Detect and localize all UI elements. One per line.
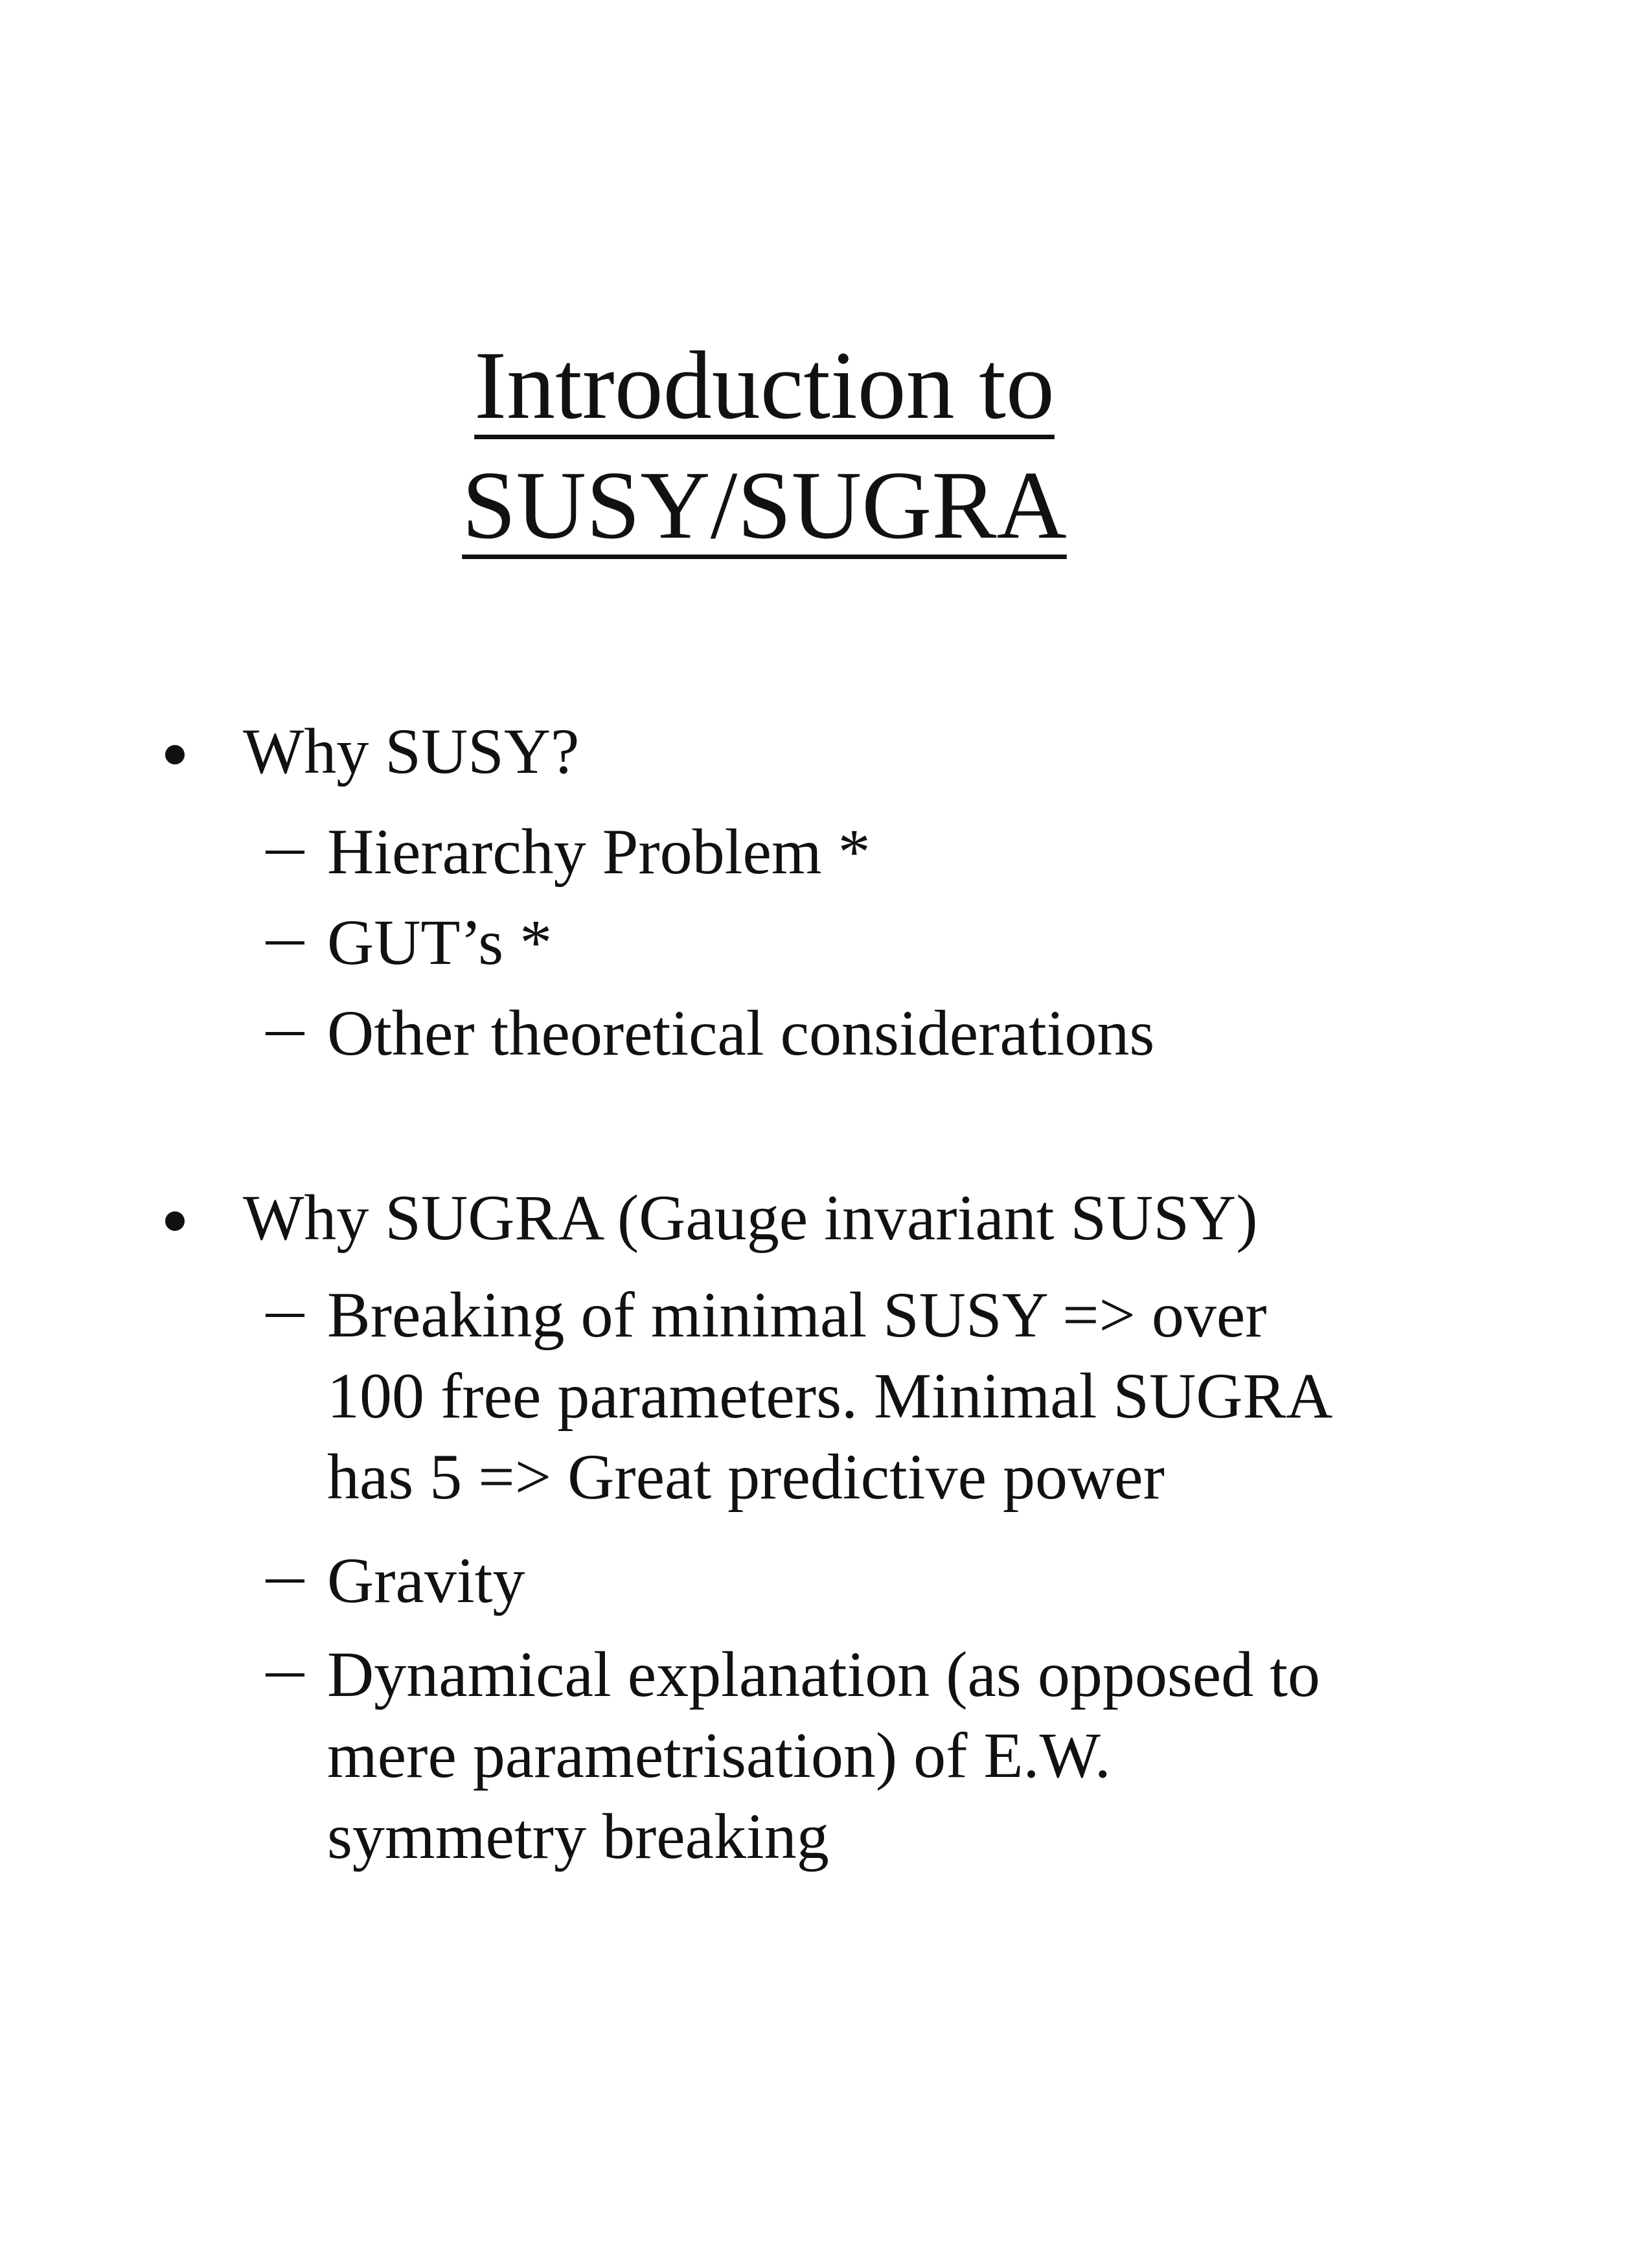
sub-item-text-line: mere parametrisation) of E.W. [327, 1719, 1111, 1791]
sub-item-text-line: symmetry breaking [327, 1800, 829, 1872]
sub-item-text-line: has 5 => Great predictive power [327, 1441, 1165, 1513]
sub-item-text: Gravity [327, 1544, 525, 1616]
bullet-why-susy [0, 713, 1555, 790]
sub-item-text: Other theoretical considerations [327, 997, 1155, 1069]
sub-item-text-line: Dynamical explanation (as opposed to [327, 1638, 1320, 1710]
dash-icon [266, 1032, 304, 1035]
bullet-heading: Why SUSY? [243, 715, 580, 787]
dash-icon [266, 941, 304, 945]
dash-icon [266, 1673, 304, 1677]
page-title-line-2: SUSY/SUGRA [462, 452, 1067, 559]
sub-item-text: Hierarchy Problem * [327, 816, 871, 888]
sub-item-text-line: 100 free parameters. Minimal SUGRA [327, 1360, 1333, 1432]
bullet-heading: Why SUGRA (Gauge invariant SUSY) [243, 1182, 1258, 1254]
dash-icon [266, 851, 304, 854]
sub-item-text-line: Breaking of minimal SUSY => over [327, 1279, 1267, 1351]
sub-item-text: GUT’s * [327, 906, 553, 978]
bullet-why-sugra [0, 1179, 1555, 1257]
page-title-line-1: Introduction to [474, 332, 1055, 439]
dash-icon [266, 1314, 304, 1317]
dash-icon [266, 1579, 304, 1583]
bullet-dot-icon [165, 1211, 185, 1231]
bullet-dot-icon [165, 745, 185, 764]
